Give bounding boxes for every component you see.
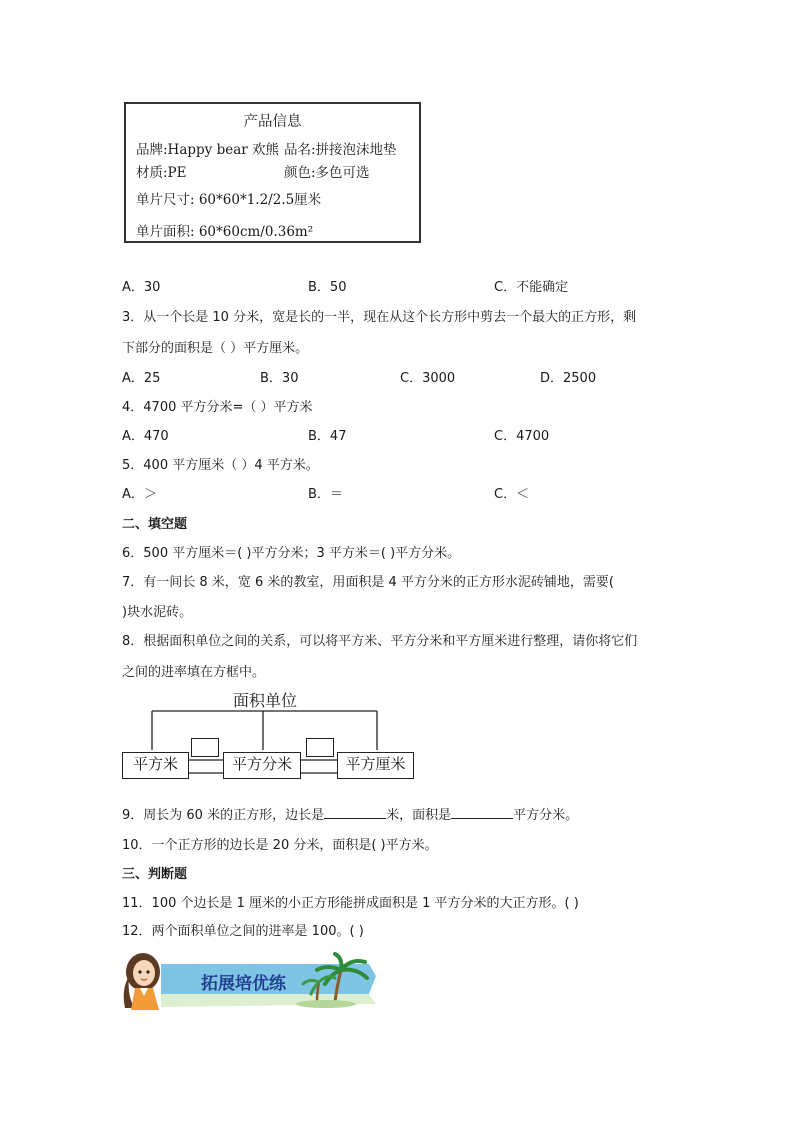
q3-text-line1: 3．从一个长是 10 分米，宽是长的一半，现在从这个长方形中剪去一个最大的正方形，剩 xyxy=(122,310,637,325)
q3-option-b: B．30 xyxy=(260,371,299,386)
q3-option-d: D．2500 xyxy=(540,371,597,386)
q3-option-a: A．25 xyxy=(122,371,161,386)
q4-option-c: C．4700 xyxy=(494,429,550,444)
q3-option-c: C．3000 xyxy=(400,371,456,386)
extension-practice-banner xyxy=(121,952,376,1010)
banner-text: 拓展培优练 xyxy=(201,974,286,994)
q2-option-c: C．不能确定 xyxy=(494,280,569,295)
ratio-answer-box-2[interactable] xyxy=(306,738,334,757)
q4-option-b: B．47 xyxy=(308,429,347,444)
q4-option-a: A．470 xyxy=(122,429,169,444)
product-info-title: 产品信息 xyxy=(243,114,302,130)
section-heading-fill-in: 二、填空题 xyxy=(122,517,188,532)
q9-text xyxy=(122,804,578,823)
q5-option-c: C．＜ xyxy=(494,487,530,502)
product-name: 品名:拼接泡沫地垫 xyxy=(284,142,397,158)
q9-blank-area[interactable] xyxy=(451,806,513,819)
unit-box-square-decimeter: 平方分米 xyxy=(223,752,301,779)
product-color: 颜色:多色可选 xyxy=(284,165,370,181)
q5-option-b: B．＝ xyxy=(308,487,343,502)
product-size: 单片尺寸: 60*60*1.2/2.5厘米 xyxy=(136,192,322,208)
q2-option-a: A．30 xyxy=(122,280,161,295)
q5-text: 5．400 平方厘米（ ）4 平方米。 xyxy=(122,458,319,473)
q5-option-a: A．＞ xyxy=(122,487,157,502)
product-brand: 品牌:Happy bear 欢熊 xyxy=(136,142,279,158)
q4-text: 4．4700 平方分米=（ ）平方米 xyxy=(122,400,313,415)
q9-blank-side[interactable] xyxy=(324,806,386,819)
product-info-box xyxy=(124,102,421,243)
q2-option-b: B．50 xyxy=(308,280,347,295)
q9-part-c: 平方分米。 xyxy=(513,808,579,823)
q9-part-a: 9．周长为 60 米的正方形，边长是 xyxy=(122,808,325,823)
ratio-answer-box-1[interactable] xyxy=(191,738,219,757)
unit-box-square-centimeter: 平方厘米 xyxy=(337,752,414,779)
product-area: 单片面积: 60*60cm/0.36m² xyxy=(136,224,314,240)
q10-text: 10．一个正方形的边长是 20 分米，面积是( )平方米。 xyxy=(122,838,438,853)
q8-text-line1: 8．根据面积单位之间的关系，可以将平方米、平方分米和平方厘米进行整理，请你将它们 xyxy=(122,634,638,649)
q9-part-b: 米，面积是 xyxy=(386,808,452,823)
q3-text-line2: 下部分的面积是（ ）平方厘米。 xyxy=(122,341,309,356)
product-material: 材质:PE xyxy=(136,165,187,181)
diagram-title: 面积单位 xyxy=(233,693,298,710)
q12-text: 12．两个面积单位之间的进率是 100。( ) xyxy=(122,924,364,939)
q6-text: 6．500 平方厘米＝( )平方分米；3 平方米＝( )平方分米。 xyxy=(122,546,461,561)
q11-text: 11．100 个边长是 1 厘米的小正方形能拼成面积是 1 平方分米的大正方形。( ) xyxy=(122,896,579,911)
q8-text-line2: 之间的进率填在方框中。 xyxy=(122,665,266,680)
unit-box-square-meter: 平方米 xyxy=(122,752,189,779)
q7-text-line2: )块水泥砖。 xyxy=(122,605,193,620)
q7-text-line1: 7．有一间长 8 米，宽 6 米的教室，用面积是 4 平方分米的正方形水泥砖铺地，需要( xyxy=(122,575,614,590)
section-heading-true-false: 三、判断题 xyxy=(122,867,188,882)
